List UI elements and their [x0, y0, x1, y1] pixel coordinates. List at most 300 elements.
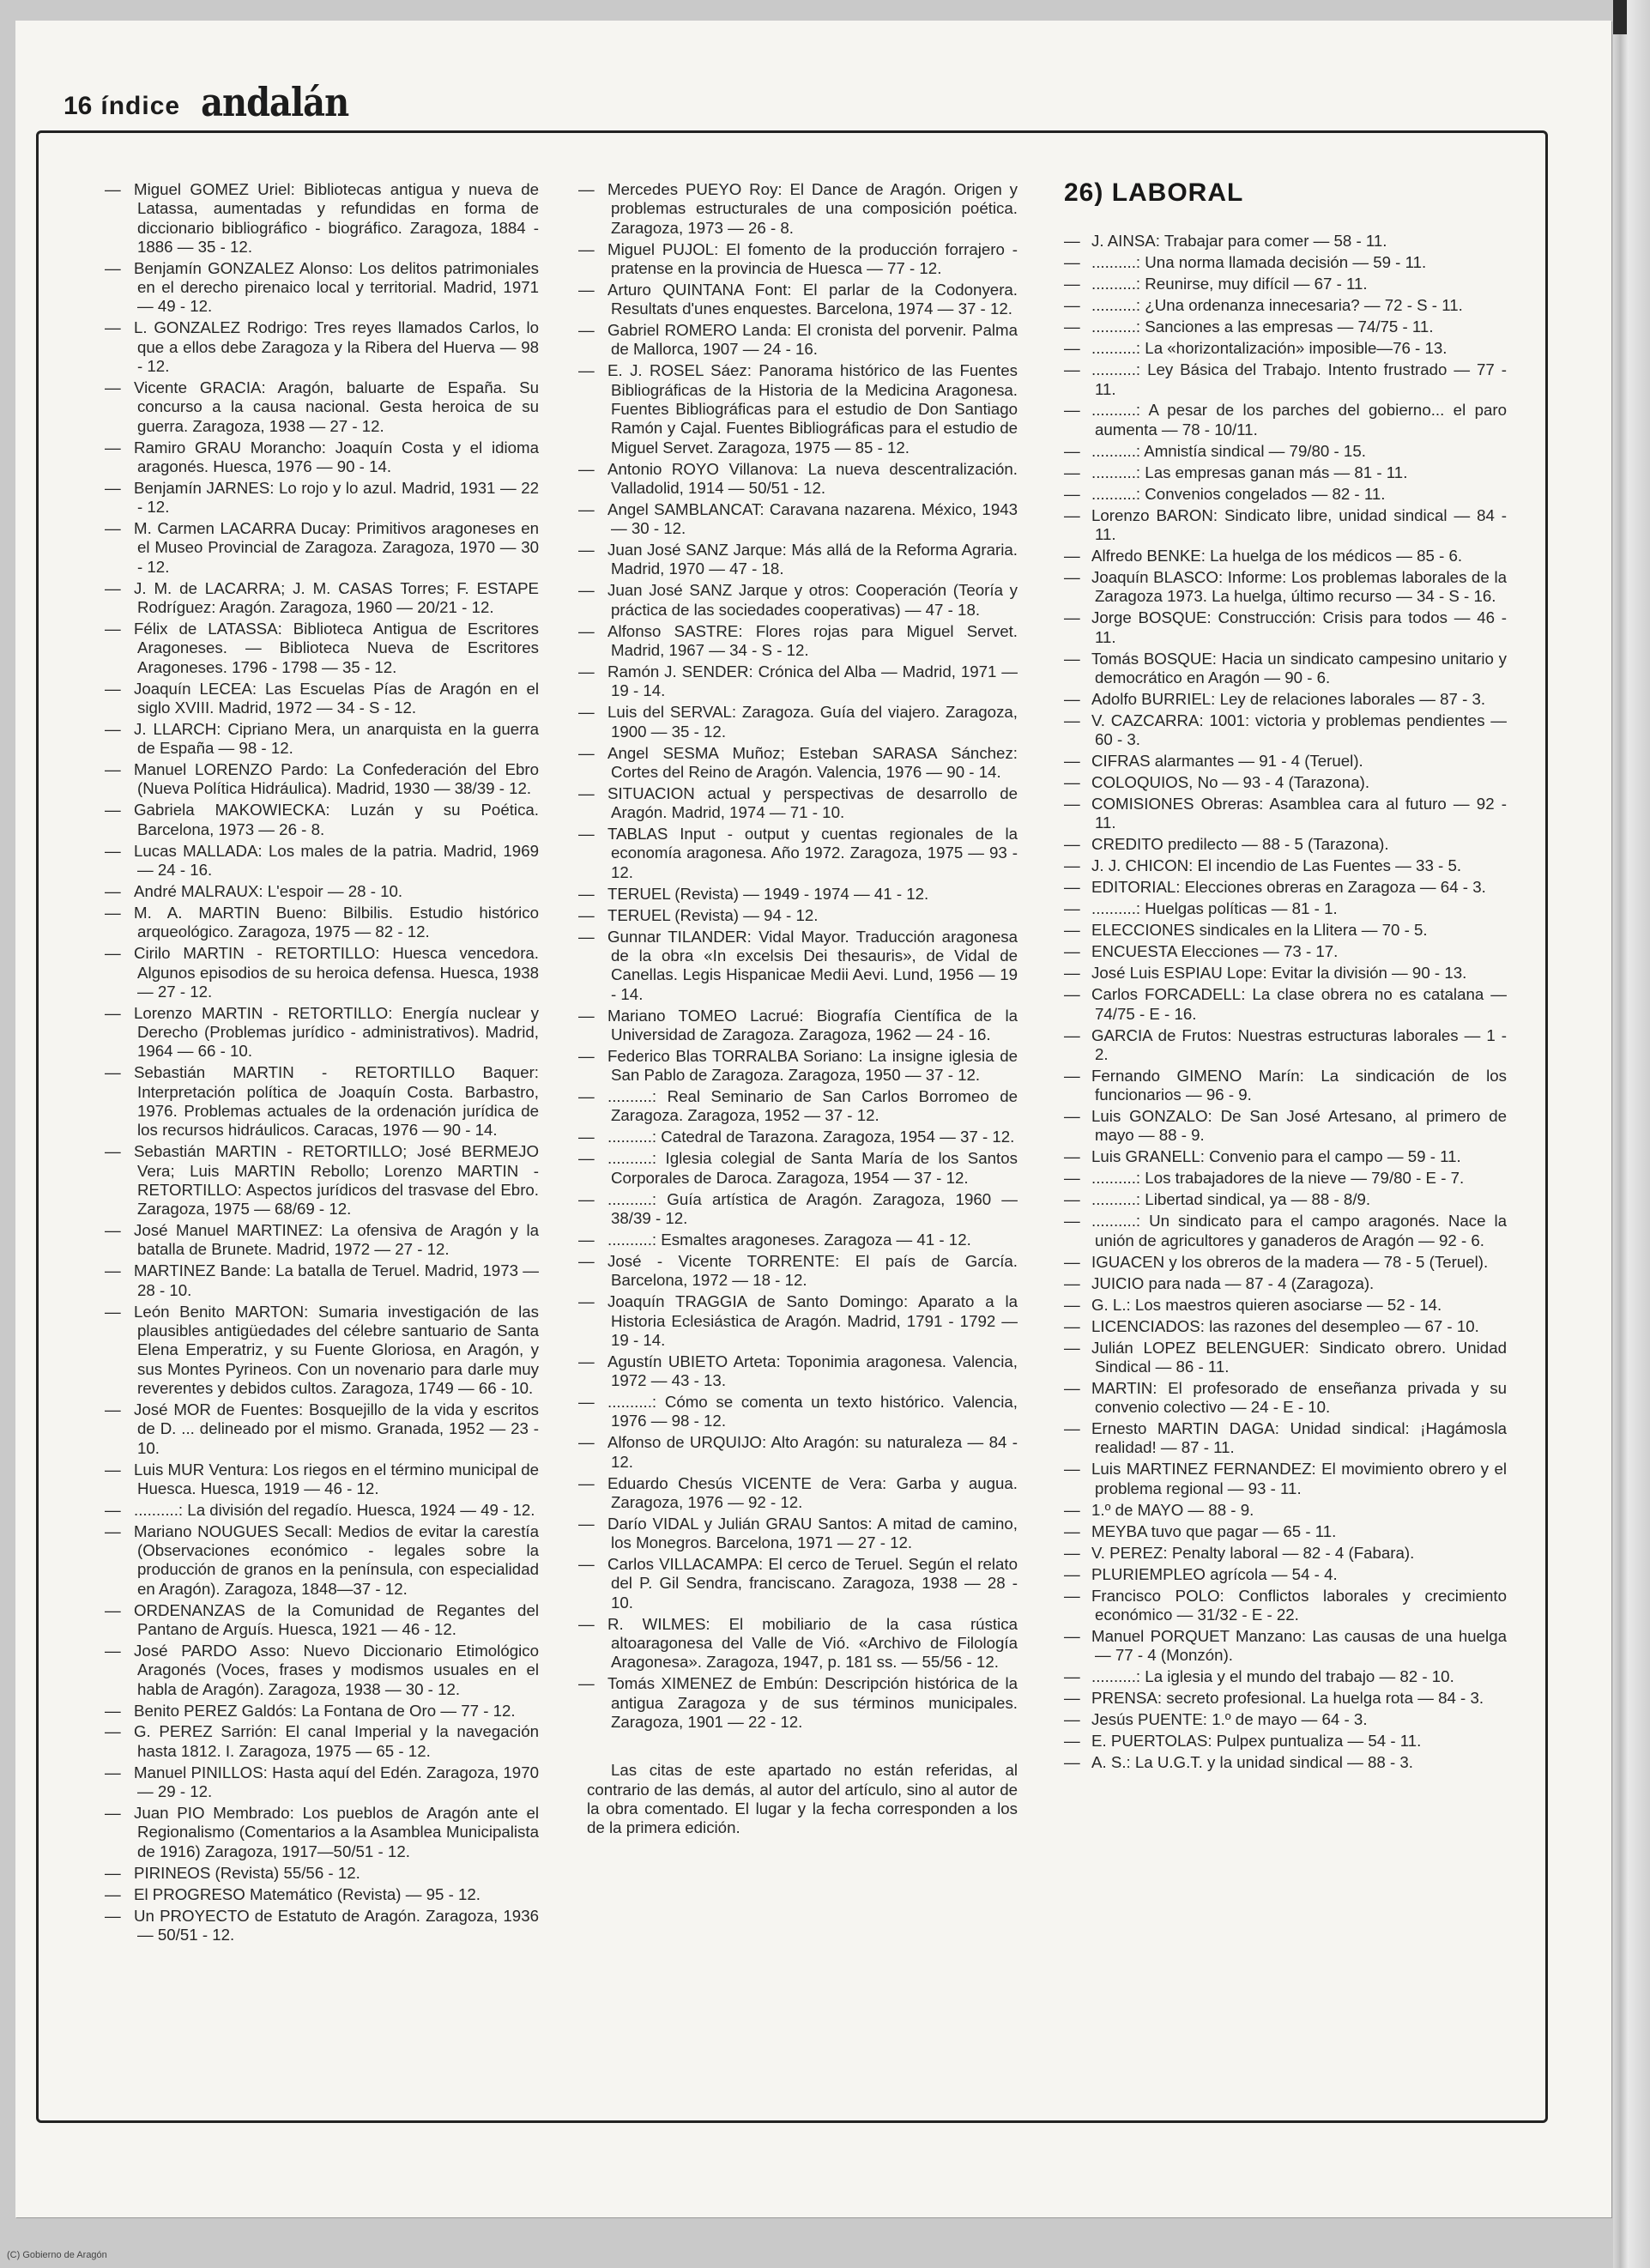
entry-dash: — — [1064, 1212, 1080, 1231]
entry-text: Carlos VILLACAMPA: El cerco de Teruel. Según el relato del P. Gil Sendra, franciscano. Zaragoza, 1938 — 28 - 10. — [607, 1555, 1018, 1612]
index-entry — [105, 1722, 539, 1761]
entry-text: ..........: Convenios congelados — 82 - 11. — [1091, 484, 1386, 503]
entry-text: ..........: Cómo se comenta un texto histórico. Valencia, 1976 — 98 - 12. — [607, 1393, 1018, 1430]
entry-text: TABLAS Input - output y cuentas regionales de la economía aragonesa. Año 1972. Zaragoza, 1975 — 93 - 12. — [607, 825, 1018, 881]
entry-dash: — — [1064, 505, 1080, 524]
entry-text: ..........: La «horizontalización» imposible—76 - 13. — [1091, 339, 1448, 358]
entry-text: G. L.: Los maestros quieren asociarse — 52 - 14. — [1091, 1295, 1442, 1314]
entry-dash: — — [105, 318, 121, 337]
index-entry — [105, 842, 539, 880]
index-entry — [578, 581, 1018, 620]
index-entry — [578, 1474, 1018, 1513]
entry-text: Jesús PUENTE: 1.º de mayo — 64 - 3. — [1091, 1710, 1368, 1729]
index-entry — [1064, 1339, 1507, 1377]
index-entry — [105, 1864, 539, 1883]
index-entry — [1064, 360, 1507, 399]
entry-dash: — — [105, 1763, 121, 1781]
entry-dash: — — [1064, 296, 1080, 315]
index-entry — [1064, 401, 1507, 439]
entry-text: Benjamín GONZALEZ Alonso: Los delitos patrimoniales en el derecho pirenaico local y territorial. Madrid, 1971 — 49 - 12. — [134, 258, 539, 316]
entry-text: Gabriela MAKOWIECKA: Luzán y su Poética. Barcelona, 1973 — 26 - 8. — [134, 801, 539, 838]
index-entry — [105, 801, 539, 839]
index-entry — [578, 906, 1018, 925]
entry-text: Gunnar TILANDER: Vidal Mayor. Traducción aragonesa de la obra «In excelsis Dei thesauris», de Vidal de Canellas. Legis Hispanicae Medii Aevi. Lund, 1956 — 19 - 14. — [607, 927, 1018, 1003]
entry-text: Julián LOPEZ BELENGUER: Sindicato obrero. Unidad Sindical — 86 - 11. — [1091, 1338, 1507, 1376]
entry-dash: — — [578, 1189, 595, 1208]
entry-text: Antonio ROYO Villanova: La nueva descentralización. Valladolid, 1914 — 50/51 - 12. — [607, 459, 1018, 497]
entry-text: ..........: Los trabajadores de la nieve — 79/80 - E - 7. — [1091, 1169, 1465, 1188]
entry-dash: — — [578, 1674, 595, 1693]
entry-dash: — — [1064, 360, 1080, 379]
index-label: índice — [100, 92, 181, 120]
index-entry — [105, 1522, 539, 1599]
entry-text: Luis del SERVAL: Zaragoza. Guía del viajero. Zaragoza, 1900 — 35 - 12. — [607, 703, 1018, 741]
entry-text: Benjamín JARNES: Lo rojo y lo azul. Madrid, 1931 — 22 - 12. — [134, 478, 539, 517]
index-entry — [1064, 442, 1507, 461]
entry-dash: — — [578, 541, 595, 559]
index-entry — [578, 1352, 1018, 1391]
entry-text: Joaquín LECEA: Las Escuelas Pías de Aragón en el siglo XVIII. Madrid, 1972 — 34 - S - 12. — [134, 679, 539, 717]
entry-dash: — — [578, 1006, 595, 1025]
entry-dash: — — [1064, 1667, 1080, 1686]
entry-text: ..........: Huelgas políticas — 81 - 1. — [1091, 899, 1338, 918]
entry-dash: — — [1064, 649, 1080, 668]
entry-text: Mercedes PUEYO Roy: El Dance de Aragón. Origen y problemas estructurales de una composición poética. Zaragoza, 1973 — 26 - 8. — [607, 180, 1018, 237]
entry-dash: — — [1064, 1689, 1080, 1708]
entry-text: Lucas MALLADA: Los males de la patria. Madrid, 1969 — 24 - 16. — [134, 841, 539, 880]
column-2-entries — [578, 180, 1018, 1732]
entry-text: Jorge BOSQUE: Construcción: Crisis para todos — 46 - 11. — [1091, 608, 1507, 646]
entry-text: El PROGRESO Matemático (Revista) — 95 - 12. — [134, 1884, 480, 1903]
entry-dash: — — [105, 1400, 121, 1418]
entry-text: ..........: Real Seminario de San Carlos Borromeo de Zaragoza. Zaragoza, 1952 — 37 - 12. — [607, 1087, 1018, 1125]
entry-text: ..........: Guía artística de Aragón. Zaragoza, 1960 — 38/39 - 12. — [607, 1189, 1018, 1227]
entry-dash: — — [578, 1149, 595, 1168]
entry-text: Un PROYECTO de Estatuto de Aragón. Zaragoza, 1936 — 50/51 - 12. — [134, 1906, 539, 1944]
entry-text: Miguel PUJOL: El fomento de la producción forrajero - pratense en la provincia de Huesca — 77 - 12. — [607, 239, 1018, 277]
entry-text: ..........: Un sindicato para el campo aragonés. Nace la unión de agricultores y ganaderos de Aragón — 92 - 6. — [1091, 1212, 1507, 1249]
index-entry — [1064, 275, 1507, 293]
index-entry — [578, 1047, 1018, 1086]
index-entry — [105, 1221, 539, 1260]
entry-text: ..........: A pesar de los parches del gobierno... el paro aumenta — 78 - 10/11. — [1091, 401, 1507, 438]
index-entry — [578, 541, 1018, 579]
page-edge-shadow — [1613, 0, 1627, 34]
entry-text: Alfonso de URQUIJO: Alto Aragón: su naturaleza — 84 - 12. — [607, 1433, 1018, 1471]
index-entry — [1064, 711, 1507, 750]
entry-dash: — — [1064, 985, 1080, 1004]
entry-dash: — — [105, 180, 121, 198]
index-entry — [1064, 1522, 1507, 1541]
entry-text: ..........: Amnistía sindical — 79/80 - 15. — [1091, 441, 1366, 460]
entry-dash: — — [1064, 567, 1080, 586]
entry-text: Luis GONZALO: De San José Artesano, al primero de mayo — 88 - 9. — [1091, 1107, 1507, 1145]
index-entry — [578, 1128, 1018, 1146]
entry-text: ENCUESTA Elecciones — 73 - 17. — [1091, 942, 1339, 961]
entry-text: José MOR de Fuentes: Bosquejillo de la vida y escritos de D. ... delineado por el mismo. Granada, 1952 — 23 - 10. — [134, 1400, 539, 1457]
index-entry — [1064, 318, 1507, 336]
index-entry — [1064, 1667, 1507, 1686]
entry-text: Ernesto MARTIN DAGA: Unidad sindical: ¡Hagámosla realidad! — 87 - 11. — [1091, 1419, 1507, 1457]
entry-text: Angel SESMA Muñoz; Esteban SARASA Sánchez: Cortes del Reino de Aragón. Valencia, 1976 — 90 - 14. — [607, 743, 1018, 781]
index-entry — [578, 321, 1018, 360]
index-entry — [105, 318, 539, 376]
index-entry — [578, 1555, 1018, 1612]
entry-dash: — — [578, 621, 595, 640]
entry-text: Luis MUR Ventura: Los riegos en el término municipal de Huesca. Huesca, 1919 — 46 - 12. — [134, 1460, 539, 1497]
entry-dash: — — [1064, 1753, 1080, 1772]
entry-text: 1.º de MAYO — 88 - 9. — [1091, 1500, 1254, 1519]
index-entry — [105, 259, 539, 317]
index-entry — [105, 882, 539, 901]
entry-dash: — — [578, 743, 595, 762]
entry-text: ..........: ¿Una ordenanza innecesaria? — 72 - S - 11. — [1091, 296, 1463, 315]
entry-dash: — — [1064, 1500, 1080, 1519]
entry-dash: — — [1064, 1107, 1080, 1126]
entry-text: COMISIONES Obreras: Asamblea cara al futuro — 92 - 11. — [1091, 795, 1507, 832]
entry-dash: — — [578, 239, 595, 258]
index-entry — [105, 1063, 539, 1140]
entry-text: COLOQUIOS, No — 93 - 4 (Tarazona). — [1091, 773, 1370, 792]
entry-dash: — — [578, 1046, 595, 1065]
entry-text: Sebastián MARTIN - RETORTILLO Baquer: Interpretación política de Joaquín Costa. Barbastro, 1976. Problemas actuales de la ordenación jurídica de los recursos hidráulicos. Caracas, 1976 — 90 - 14. — [134, 1063, 539, 1140]
entry-dash: — — [105, 1804, 121, 1823]
index-entry — [1064, 253, 1507, 272]
entry-dash: — — [1064, 1710, 1080, 1729]
index-entry — [1064, 1460, 1507, 1498]
entry-dash: — — [578, 1473, 595, 1492]
entry-text: Miguel GOMEZ Uriel: Bibliotecas antigua y nueva de Latassa, aumentadas y refundidas en forma de diccionario bibliográfico - biográfico. Zaragoza, 1884 - 1886 — 35 - 12. — [134, 180, 539, 256]
entry-text: Luis GRANELL: Convenio para el campo — 59 - 11. — [1091, 1147, 1461, 1166]
index-entry — [578, 1252, 1018, 1291]
index-entry — [105, 1461, 539, 1499]
entry-dash: — — [578, 783, 595, 802]
entry-text: M. A. MARTIN Bueno: Bilbilis. Estudio histórico arqueológico. Zaragoza, 1975 — 82 - 12. — [134, 904, 539, 941]
entry-text: José Luis ESPIAU Lope: Evitar la división — 90 - 13. — [1091, 964, 1467, 983]
entry-dash: — — [578, 1352, 595, 1370]
index-entry — [1064, 899, 1507, 918]
entry-dash: — — [578, 1614, 595, 1633]
entry-dash: — — [105, 519, 121, 538]
entry-dash: — — [105, 1884, 121, 1903]
entry-text: José - Vicente TORRENTE: El país de García. Barcelona, 1972 — 18 - 12. — [607, 1251, 1018, 1290]
index-entry — [105, 1501, 539, 1520]
entry-dash: — — [105, 378, 121, 397]
page-number: 16 — [63, 92, 93, 120]
entry-text: EDITORIAL: Elecciones obreras en Zaragoza — 64 - 3. — [1091, 878, 1486, 897]
entry-text: ..........: La división del regadío. Huesca, 1924 — 49 - 12. — [134, 1500, 535, 1519]
index-entry — [105, 1303, 539, 1398]
index-entry — [1064, 650, 1507, 688]
entry-dash: — — [1064, 1252, 1080, 1271]
index-entry — [1064, 752, 1507, 771]
entry-text: CREDITO predilecto — 88 - 5 (Tarazona). — [1091, 835, 1389, 854]
entry-text: JUICIO para nada — 87 - 4 (Zaragoza). — [1091, 1273, 1375, 1292]
index-entry — [105, 519, 539, 577]
index-entry — [578, 662, 1018, 701]
entry-text: E. J. ROSEL Sáez: Panorama histórico de las Fuentes Bibliográficas de la Historia de la Medicina Aragonesa. Fuentes Bibliográficas para el estudio de Don Santiago Ramón y Cajal. Fuentes Bibliográficas para el estudio de Miguel Servet. Zaragoza, 1975 — 85 - 12. — [607, 361, 1018, 457]
entry-dash: — — [578, 1292, 595, 1311]
entry-dash: — — [1064, 1419, 1080, 1438]
index-entry — [1064, 1565, 1507, 1584]
entry-dash: — — [578, 1514, 595, 1533]
index-entry — [1064, 1732, 1507, 1751]
entry-dash: — — [105, 719, 121, 738]
entry-dash: — — [1064, 441, 1080, 460]
index-entry — [1064, 773, 1507, 792]
entry-dash: — — [578, 499, 595, 518]
index-entry — [1064, 1274, 1507, 1293]
entry-dash: — — [1064, 463, 1080, 481]
entry-dash: — — [578, 1087, 595, 1106]
entry-dash: — — [578, 825, 595, 844]
entry-dash: — — [1064, 1543, 1080, 1562]
index-entry — [105, 438, 539, 477]
entry-text: Cirilo MARTIN - RETORTILLO: Huesca vencedora. Algunos episodios de su heroica defensa. Huesca, 1938 — 27 - 12. — [134, 944, 539, 1001]
entry-dash: — — [105, 1063, 121, 1082]
entry-dash: — — [578, 180, 595, 198]
entry-dash: — — [1064, 339, 1080, 358]
entry-dash: — — [105, 679, 121, 698]
entry-text: ..........: Catedral de Tarazona. Zaragoza, 1954 — 37 - 12. — [607, 1128, 1015, 1146]
entry-dash: — — [1064, 1273, 1080, 1292]
index-entry — [105, 760, 539, 799]
entry-text: ..........: Libertad sindical, ya — 88 - 8/9. — [1091, 1190, 1371, 1209]
entry-dash: — — [578, 1433, 595, 1452]
copyright-credit: (C) Gobierno de Aragón — [7, 2250, 107, 2260]
entry-dash: — — [578, 905, 595, 924]
index-entry — [1064, 339, 1507, 358]
index-entry — [1064, 856, 1507, 875]
column-2-footnote: Las citas de este apartado no están referidas, al contrario de las demás, al autor del artículo, sino al autor de la obra comentado. El lugar y la fecha corresponden a los de la primera edición. — [587, 1761, 1018, 1837]
index-entry — [578, 500, 1018, 539]
entry-dash: — — [105, 1701, 121, 1720]
entry-dash: — — [1064, 964, 1080, 983]
index-entry — [578, 460, 1018, 499]
entry-text: J. AINSA: Trabajar para comer — 58 - 11. — [1091, 232, 1387, 251]
entry-dash: — — [105, 1500, 121, 1519]
entry-dash: — — [105, 438, 121, 457]
entry-text: Alfredo BENKE: La huelga de los médicos — 85 - 6. — [1091, 547, 1463, 565]
index-entry — [578, 1087, 1018, 1126]
entry-text: J. LLARCH: Cipriano Mera, un anarquista en la guerra de España — 98 - 12. — [134, 719, 539, 758]
entry-text: Ramón J. SENDER: Crónica del Alba — Madrid, 1971 — 19 - 14. — [607, 662, 1018, 700]
index-entry — [578, 1393, 1018, 1431]
index-entry — [578, 885, 1018, 904]
index-entry — [578, 1433, 1018, 1472]
entry-dash: — — [1064, 1460, 1080, 1479]
index-entry — [578, 361, 1018, 457]
index-entry — [105, 1261, 539, 1300]
entry-dash: — — [105, 760, 121, 779]
index-entry — [105, 620, 539, 677]
entry-dash: — — [1064, 401, 1080, 420]
index-entry — [1064, 795, 1507, 833]
index-entry — [105, 579, 539, 618]
entry-text: Angel SAMBLANCAT: Caravana nazarena. México, 1943 — 30 - 12. — [607, 499, 1018, 538]
entry-dash: — — [1064, 795, 1080, 813]
page-edge — [1613, 0, 1650, 2268]
entry-text: Tomás BOSQUE: Hacia un sindicato campesino unitario y democrático en Aragón — 90 - 6. — [1091, 649, 1507, 686]
index-entry — [1064, 1419, 1507, 1458]
entry-dash: — — [105, 801, 121, 820]
index-entry — [1064, 1627, 1507, 1666]
entry-dash: — — [578, 1393, 595, 1412]
entry-dash: — — [578, 884, 595, 903]
entry-dash: — — [105, 1600, 121, 1619]
index-entry — [105, 904, 539, 942]
index-entry — [1064, 985, 1507, 1024]
entry-dash: — — [1064, 921, 1080, 940]
entry-text: León Benito MARTON: Sumaria investigación de las plausibles antigüedades del célebre santuario de Santa Elena Emperatriz, y su Fuente Gloriosa, en Aragón, y sus Montes Pyrineos. Con un novenario para darle muy reverentes y debidos cultos. Zaragoza, 1749 — 66 - 10. — [134, 1302, 539, 1397]
entry-text: TERUEL (Revista) — 1949 - 1974 — 41 - 12. — [607, 884, 929, 903]
entry-dash: — — [105, 1906, 121, 1925]
entry-text: Fernando GIMENO Marín: La sindicación de los funcionarios — 96 - 9. — [1091, 1066, 1507, 1104]
index-entry — [105, 1601, 539, 1640]
entry-text: A. S.: La U.G.T. y la unidad sindical — 88 - 3. — [1091, 1753, 1413, 1772]
entry-text: ORDENANZAS de la Comunidad de Regantes del Pantano de Arguís. Huesca, 1921 — 46 - 12. — [134, 1600, 539, 1638]
index-entry — [1064, 1710, 1507, 1729]
entry-dash: — — [1064, 1378, 1080, 1397]
entry-text: Benito PEREZ Galdós: La Fontana de Oro — 77 - 12. — [134, 1701, 516, 1720]
index-entry — [578, 622, 1018, 661]
entry-text: Arturo QUINTANA Font: El parlar de la Codonyera. Resultats d'unes enquestes. Barcelona, 1974 — 37 - 12. — [607, 280, 1018, 318]
index-entry — [1064, 1107, 1507, 1146]
entry-text: Joaquín BLASCO: Informe: Los problemas laborales de la Zaragoza 1973. La huelga, último recurso — 34 - S - 16. — [1091, 567, 1507, 606]
entry-dash: — — [1064, 1190, 1080, 1209]
entry-dash: — — [105, 1142, 121, 1161]
entry-dash: — — [578, 1555, 595, 1574]
entry-dash: — — [578, 361, 595, 380]
entry-dash: — — [1064, 232, 1080, 251]
entry-dash: — — [1064, 1066, 1080, 1085]
entry-dash: — — [105, 841, 121, 860]
entry-text: Félix de LATASSA: Biblioteca Antigua de Escritores Aragoneses. — Biblioteca Nueva de Escritores Aragoneses. 1796 - 1798 — 35 - 12. — [134, 620, 539, 676]
entry-dash: — — [105, 904, 121, 922]
entry-text: PIRINEOS (Revista) 55/56 - 12. — [134, 1863, 360, 1882]
entry-dash: — — [578, 459, 595, 478]
entry-dash: — — [1064, 1295, 1080, 1314]
entry-dash: — — [1064, 275, 1080, 293]
entry-text: Tomás XIMENEZ de Embún: Descripción histórica de la antigua Zaragoza y de sus términos municipales. Zaragoza, 1901 — 22 - 12. — [607, 1674, 1018, 1731]
entry-text: Francisco POLO: Conflictos laborales y crecimiento económico — 31/32 - E - 22. — [1091, 1586, 1507, 1624]
index-entry — [105, 378, 539, 436]
entry-dash: — — [1064, 856, 1080, 875]
index-entry — [105, 944, 539, 1001]
entry-text: ..........: Iglesia colegial de Santa María de los Santos Corporales de Daroca. Zaragoza, 1954 — 37 - 12. — [607, 1149, 1018, 1187]
entry-dash: — — [1064, 547, 1080, 565]
entry-text: MARTINEZ Bande: La batalla de Teruel. Madrid, 1973 — 28 - 10. — [134, 1261, 539, 1299]
index-entry — [1064, 1067, 1507, 1105]
entry-dash: — — [105, 258, 121, 277]
index-entry — [578, 281, 1018, 319]
entry-dash: — — [1064, 1169, 1080, 1188]
entry-text: Vicente GRACIA: Aragón, baluarte de España. Su concurso a la causa nacional. Gesta heroica de su guerra. Zaragoza, 1938 — 27 - 12. — [134, 378, 539, 435]
index-entry — [105, 1885, 539, 1904]
index-entry — [1064, 1296, 1507, 1315]
entry-dash: — — [1064, 1338, 1080, 1357]
entry-dash: — — [105, 1302, 121, 1321]
entry-dash: — — [1064, 608, 1080, 627]
index-entry — [1064, 964, 1507, 983]
entry-text: Alfonso SASTRE: Flores rojas para Miguel Servet. Madrid, 1967 — 34 - S - 12. — [607, 621, 1018, 660]
entry-text: J. M. de LACARRA; J. M. CASAS Torres; F. ESTAPE Rodríguez: Aragón. Zaragoza, 1960 — 20/21 - 12. — [134, 578, 539, 617]
index-entry — [105, 1004, 539, 1061]
entry-text: Joaquín TRAGGIA de Santo Domingo: Aparato a la Historia Eclesiástica de Aragón. Madrid, 1791 - 1792 — 19 - 14. — [607, 1292, 1018, 1349]
column-3 — [1064, 180, 1507, 1775]
column-1 — [105, 180, 539, 1947]
index-entry — [1064, 690, 1507, 709]
index-entry — [1064, 921, 1507, 940]
index-entry — [105, 1142, 539, 1219]
entry-dash: — — [105, 478, 121, 497]
index-entry — [578, 784, 1018, 823]
index-entry — [105, 479, 539, 517]
index-entry — [1064, 878, 1507, 897]
index-entry — [1064, 1587, 1507, 1625]
entry-text: M. Carmen LACARRA Ducay: Primitivos aragoneses en el Museo Provincial de Zaragoza. Zaragoza, 1970 — 30 - 12. — [134, 519, 539, 576]
index-entry — [578, 1231, 1018, 1249]
index-entry — [1064, 1544, 1507, 1563]
entry-dash: — — [1064, 942, 1080, 961]
index-entry — [105, 180, 539, 257]
entry-text: ELECCIONES sindicales en la Llitera — 70 - 5. — [1091, 921, 1428, 940]
entry-text: CIFRAS alarmantes — 91 - 4 (Teruel). — [1091, 752, 1363, 771]
entry-text: Carlos FORCADELL: La clase obrera no es catalana — 74/75 - E - 16. — [1091, 985, 1507, 1023]
entry-text: TERUEL (Revista) — 94 - 12. — [607, 905, 819, 924]
section-heading: 26) LABORAL — [1064, 178, 1244, 207]
entry-text: ..........: La iglesia y el mundo del trabajo — 82 - 10. — [1091, 1667, 1454, 1686]
entry-text: IGUACEN y los obreros de la madera — 78 - 5 (Teruel). — [1091, 1252, 1489, 1271]
entry-dash: — — [105, 620, 121, 638]
index-entry — [1064, 296, 1507, 315]
index-entry — [1064, 1501, 1507, 1520]
entry-text: Juan PIO Membrado: Los pueblos de Aragón ante el Regionalismo (Comentarios a la Asamblea Municipalista de 1916) Zaragoza, 1917—50/51 - 12. — [134, 1804, 539, 1860]
entry-text: Mariano NOUGUES Secall: Medios de evitar la carestía (Observaciones económico - legales sobre la producción de granos en la península, con especialidad en Aragón). Zaragoza, 1848—37 - 12. — [134, 1521, 539, 1598]
entry-text: Juan José SANZ Jarque y otros: Cooperación (Teoría y práctica de las sociedades cooperativas) — 47 - 18. — [607, 581, 1018, 619]
entry-dash: — — [1064, 1732, 1080, 1751]
index-entry — [1064, 232, 1507, 251]
index-entry — [578, 1007, 1018, 1045]
entry-text: GARCIA de Frutos: Nuestras estructuras laborales — 1 - 2. — [1091, 1025, 1507, 1063]
entry-dash: — — [105, 1521, 121, 1540]
entry-dash: — — [1064, 1147, 1080, 1166]
index-entry — [1064, 1253, 1507, 1272]
index-entry — [578, 703, 1018, 741]
magazine-logo: andalán — [201, 79, 349, 126]
index-entry — [1064, 608, 1507, 647]
entry-text: MEYBA tuvo que pagar — 65 - 11. — [1091, 1521, 1337, 1540]
entry-text: Agustín UBIETO Arteta: Toponimia aragonesa. Valencia, 1972 — 43 - 13. — [607, 1352, 1018, 1390]
entry-text: L. GONZALEZ Rodrigo: Tres reyes llamados Carlos, lo que a ellos debe Zaragoza y la Ribera del Huerva — 98 - 12. — [134, 318, 539, 376]
index-entry — [578, 928, 1018, 1004]
entry-text: Federico Blas TORRALBA Soriano: La insigne iglesia de San Pablo de Zaragoza. Zaragoza, 1950 — 37 - 12. — [607, 1046, 1018, 1085]
entry-dash: — — [1064, 1586, 1080, 1605]
entry-text: ..........: Sanciones a las empresas — 74/75 - 11. — [1091, 318, 1434, 336]
entry-text: V. PEREZ: Penalty laboral — 82 - 4 (Fabara). — [1091, 1543, 1415, 1562]
entry-dash: — — [578, 280, 595, 299]
entry-dash: — — [1064, 835, 1080, 854]
entry-text: G. PEREZ Sarrión: El canal Imperial y la navegación hasta 1812. I. Zaragoza, 1975 — 65 - 12. — [134, 1722, 539, 1760]
entry-text: ..........: Una norma llamada decisión — 59 - 11. — [1091, 253, 1427, 272]
index-entry — [1064, 547, 1507, 565]
entry-text: R. WILMES: El mobiliario de la casa rústica altoaragonesa del Valle de Vió. «Archivo de Filología Aragonesa». Zaragoza, 1947, p. 181 ss. — 55/56 - 12. — [607, 1614, 1018, 1672]
entry-text: Ramiro GRAU Morancho: Joaquín Costa y el idioma aragonés. Huesca, 1976 — 90 - 14. — [134, 438, 539, 475]
index-entry — [105, 1907, 539, 1945]
entry-dash: — — [1064, 253, 1080, 272]
entry-text: José Manuel MARTINEZ: La ofensiva de Aragón y la batalla de Brunete. Madrid, 1972 — 27 - 12. — [134, 1221, 539, 1259]
index-entry — [578, 1515, 1018, 1553]
